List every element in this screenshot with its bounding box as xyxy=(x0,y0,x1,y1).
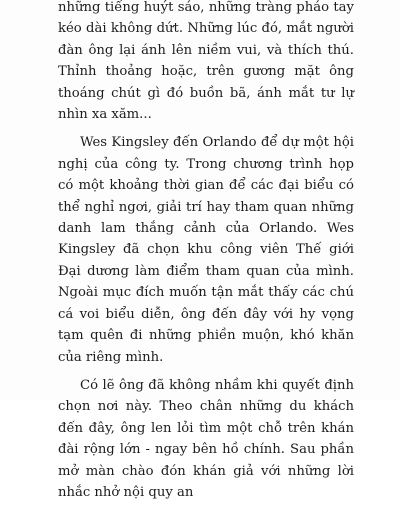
body-text xyxy=(58,0,354,510)
paragraph-continued: những tiếng huýt sáo, những tràng pháo tay kéo dài không dứt. Những lúc đó, mắt người đàn ông lại ánh lên niềm vui, và thích thú. Thỉnh thoảng hoặc, trên gương mặt ông thoáng chút gì đó buồn bã, ánh mắt tư lự nhìn xa xăm... xyxy=(58,0,354,123)
paragraph-choice: Có lẽ ông đã không nhầm khi quyết định chọn nơi này. Theo chân những du khách đến đây, ông len lỏi tìm một chỗ trên khán đài rộng lớn - ngay bên hồ chính. Sau phần mở màn chào đón khán giả với những lời nhắc nhở nội quy an xyxy=(58,377,354,500)
paragraph-wes-kingsley: Wes Kingsley đến Orlando để dự một hội nghị của công ty. Trong chương trình họp có một khoảng thời gian để các đại biểu có thể nghỉ ngơi, giải trí hay tham quan những danh lam thắng cảnh của Orlando. Wes Kingsley đã chọn khu công viên Thế giới Đại dương làm điểm tham quan của mình. Ngoài mục đích muốn tận mắt thấy các chú cá voi biểu diễn, ông đến đây với hy vọng tạm quên đi những phiền muộn, khó khăn của riêng mình. xyxy=(58,135,354,365)
